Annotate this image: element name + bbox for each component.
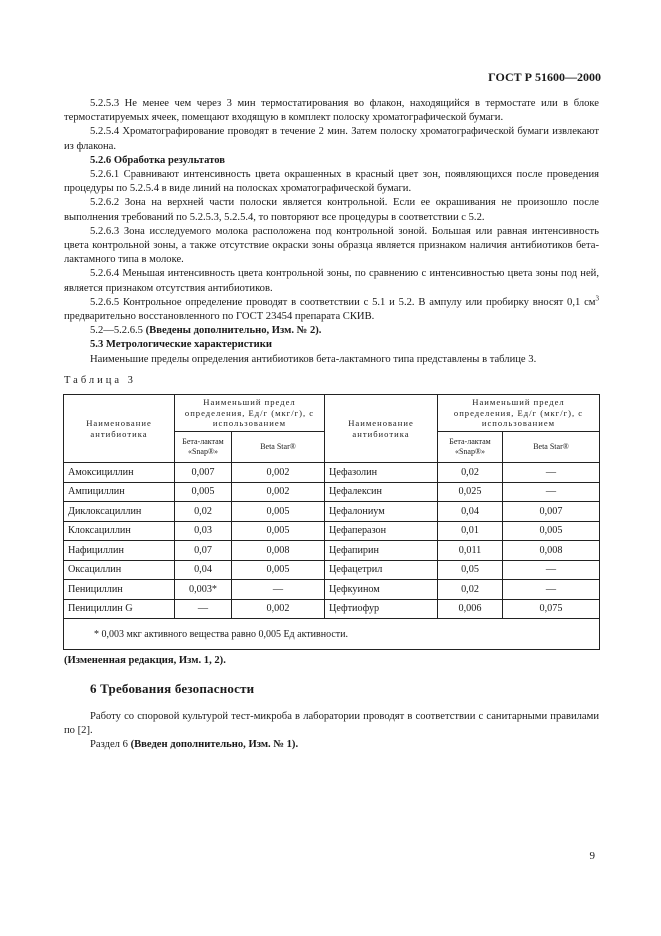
betastar-value: — — [232, 580, 325, 600]
antibiotic-name: Клоксациллин — [64, 521, 175, 541]
header-betastar-right: Beta Star® — [503, 432, 600, 463]
paragraph-5-2-6-5-text-end: предварительно восстановленного по ГОСТ 23454 препарата СКИВ. — [64, 311, 375, 323]
section-6-amendment — [64, 738, 599, 752]
snap-value: 0,005 — [175, 482, 232, 502]
antibiotic-name: Цефапирин — [325, 541, 438, 561]
betastar-value: 0,002 — [232, 599, 325, 619]
antibiotic-name: Цефкуином — [325, 580, 438, 600]
paragraph-5-2-6-2: 5.2.6.2 Зона на верхней части полоски является контрольной. Если ее окрашивания не произошло после выполнения требований по 5.2.5.3, 5.2.5.4, то повторяют все процедуры в соответствии с 5.2. — [64, 197, 599, 223]
betastar-value: 0,008 — [232, 541, 325, 561]
antibiotic-name: Цефаперазон — [325, 521, 438, 541]
snap-value: 0,01 — [438, 521, 503, 541]
antibiotic-name: Пенициллин — [64, 580, 175, 600]
header-antibiotic-name-left: Наименование антибиотика — [64, 395, 175, 463]
snap-value: 0,05 — [438, 560, 503, 580]
paragraph-5-2-6-3: 5.2.6.3 Зона исследуемого молока расположена под контрольной зоной. Большая или равная интенсивность цвета контрольной зоны, а также отсутствие окраски зоны образца является признаком наличия антибиотиков бета-лактамного типа в молоке. — [64, 225, 599, 266]
amendment-text: (Введены дополнительно, Изм. № 2). — [145, 325, 322, 337]
snap-value: 0,011 — [438, 541, 503, 561]
amendment-text-table: (Измененная редакция, Изм. 1, 2). — [64, 655, 226, 666]
table-row — [64, 463, 600, 483]
paragraph-5-2-6-4: 5.2.6.4 Меньшая интенсивность цвета контрольной зоны, по сравнению с интенсивностью цвета зоны под ней, является признаком отсутствия антибиотиков. — [64, 268, 599, 294]
document-header: ГОСТ Р 51600—2000 — [488, 70, 601, 84]
header-limit-right: Наименьший предел определения, Ед/г (мкг/г), с использованием — [438, 395, 600, 432]
paragraph-5-2-5-3: 5.2.5.3 Не менее чем через 3 мин термостатирования во флакон, находящийся в термостате или в блоке термостатируемых ячеек, помещают входящую в комплект полоску хроматографической бумаги. — [64, 98, 599, 124]
body-text — [64, 97, 599, 367]
betastar-value: — — [503, 463, 600, 483]
snap-value: 0,07 — [175, 541, 232, 561]
table-row — [64, 521, 600, 541]
antibiotic-name: Амоксициллин — [64, 463, 175, 483]
header-snap-left: Бета-лактам «Snap®» — [175, 432, 232, 463]
snap-value: 0,02 — [175, 502, 232, 522]
table-row — [64, 560, 600, 580]
section-6-body — [64, 710, 599, 753]
betastar-value: 0,008 — [503, 541, 600, 561]
table-row — [64, 502, 600, 522]
snap-value: 0,03 — [175, 521, 232, 541]
section-6-heading: 6 Требования безопасности — [90, 681, 255, 696]
antibiotic-name: Цефазолин — [325, 463, 438, 483]
section-6-amendment-text: (Введен дополнительно, Изм. № 1). — [130, 739, 299, 751]
table-3 — [63, 394, 600, 650]
betastar-value: 0,005 — [232, 560, 325, 580]
antibiotic-name: Цефацетрил — [325, 560, 438, 580]
amendment-note-table — [64, 654, 599, 668]
paragraph-5-2-6-5-text: 5.2.6.5 Контрольное определение проводят в соответствии с 5.1 и 5.2. В ампулу или пробирку вносят 0,1 см — [90, 296, 596, 308]
antibiotic-name: Нафициллин — [64, 541, 175, 561]
table-footnote: * 0,003 мкг активного вещества равно 0,005 Ед активности. — [64, 619, 600, 650]
table-caption: Таблица 3 — [64, 375, 136, 386]
header-antibiotic-name-right: Наименование антибиотика — [325, 395, 438, 463]
cubic-superscript: 3 — [595, 294, 599, 303]
snap-value: — — [175, 599, 232, 619]
betastar-value: 0,005 — [503, 521, 600, 541]
antibiotic-name: Оксациллин — [64, 560, 175, 580]
snap-value: 0,02 — [438, 463, 503, 483]
betastar-value: — — [503, 580, 600, 600]
header-snap-right: Бета-лактам «Snap®» — [438, 432, 503, 463]
betastar-value: 0,005 — [232, 521, 325, 541]
table-row — [64, 580, 600, 600]
snap-value: 0,003* — [175, 580, 232, 600]
snap-value: 0,006 — [438, 599, 503, 619]
antibiotic-name: Ампициллин — [64, 482, 175, 502]
heading-5-2-6: 5.2.6 Обработка результатов — [90, 154, 225, 166]
betastar-value: — — [503, 482, 600, 502]
betastar-value: 0,005 — [232, 502, 325, 522]
betastar-value: 0,002 — [232, 463, 325, 483]
antibiotic-name: Диклоксациллин — [64, 502, 175, 522]
antibiotic-name: Цефалексин — [325, 482, 438, 502]
table-row — [64, 482, 600, 502]
paragraph-5-2-6-5 — [64, 296, 599, 324]
betastar-value: 0,002 — [232, 482, 325, 502]
paragraph-5-2-6-1: 5.2.6.1 Сравнивают интенсивность цвета окрашенных в красный цвет зон, появляющихся после проведения процедуры по 5.2.5.4 в виде линий на полосках хроматографической бумаги. — [64, 169, 599, 195]
snap-value: 0,04 — [438, 502, 503, 522]
section-6-paragraph: Работу со споровой культурой тест-микроба в лаборатории проводят в соответствии с санитарными правилами по [2]. — [64, 711, 599, 737]
antibiotic-name: Цефалониум — [325, 502, 438, 522]
snap-value: 0,007 — [175, 463, 232, 483]
antibiotic-name: Пенициллин G — [64, 599, 175, 619]
header-betastar-left: Beta Star® — [232, 432, 325, 463]
snap-value: 0,025 — [438, 482, 503, 502]
heading-5-3: 5.3 Метрологические характеристики — [90, 339, 272, 351]
page-number: 9 — [589, 850, 595, 862]
betastar-value: 0,075 — [503, 599, 600, 619]
amendment-range: 5.2—5.2.6.5 — [90, 325, 146, 337]
header-limit-left: Наименьший предел определения, Ед/г (мкг/г), с использованием — [175, 395, 325, 432]
table-row — [64, 541, 600, 561]
antibiotic-name: Цефтиофур — [325, 599, 438, 619]
section-6-amendment-ref: Раздел 6 — [90, 739, 131, 751]
amendment-note-5-2 — [64, 324, 599, 338]
paragraph-5-2-5-4: 5.2.5.4 Хроматографирование проводят в течение 2 мин. Затем полоску хроматографической бумаги извлекают из флакона. — [64, 126, 599, 152]
table-row — [64, 599, 600, 619]
snap-value: 0,04 — [175, 560, 232, 580]
paragraph-5-3: Наименьшие пределы определения антибиотиков бета-лактамного типа представлены в таблице 3. — [90, 353, 537, 365]
snap-value: 0,02 — [438, 580, 503, 600]
betastar-value: 0,007 — [503, 502, 600, 522]
betastar-value: — — [503, 560, 600, 580]
